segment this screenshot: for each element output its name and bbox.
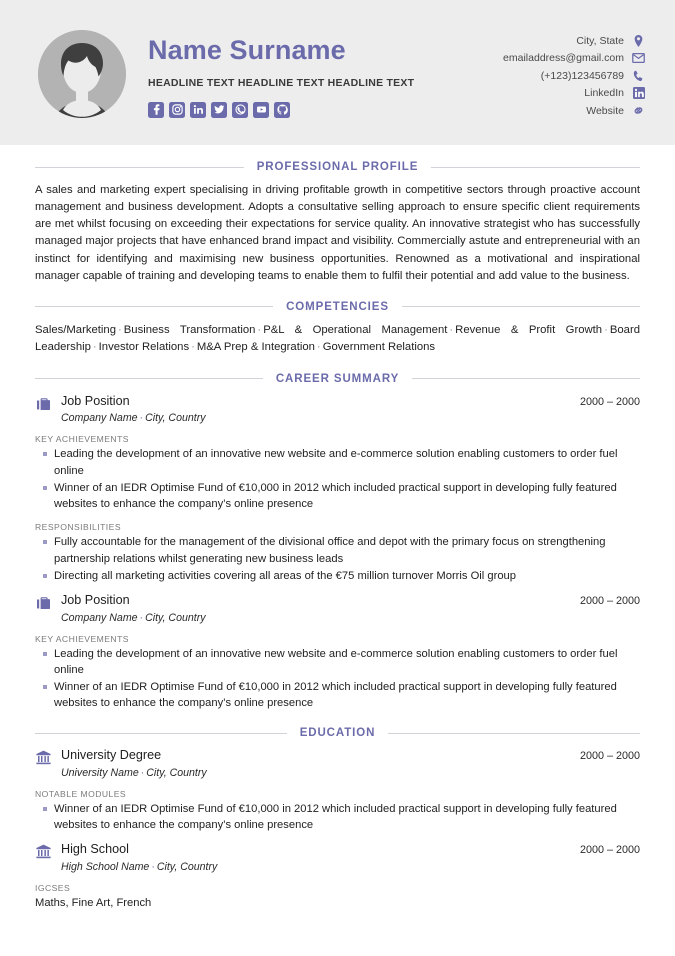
resume-entry [35,394,640,584]
entry-location: City, Country [146,766,207,779]
entry-bullet-list [35,801,640,833]
entry-location: City, Country [145,611,206,624]
entry-title: High School [61,842,129,857]
entry-separator: · [140,766,145,779]
entry-main [61,842,580,872]
competency-separator: · [257,323,262,336]
location-pin-icon [632,34,645,47]
section-title-education: EDUCATION [299,727,376,740]
header [0,0,675,145]
list-item: Leading the development of an innovative new website and e-commerce solution enabling customers to order fuel online [35,446,640,478]
contact-row-linkedin[interactable] [584,87,645,100]
competencies-list [35,322,640,357]
resume-entry [35,593,640,711]
contact-row-email[interactable] [503,52,645,65]
link-icon [632,104,645,117]
entry-bullet-list [35,534,640,584]
contact-details [503,24,645,117]
person-avatar-icon [38,30,126,118]
divider-right [388,733,640,734]
entry-group-label: IGCSES [35,882,71,893]
competency-separator: · [316,341,321,354]
entry-group-label: NOTABLE MODULES [35,788,127,799]
university-icon [35,749,52,766]
entry-bullet-list [35,446,640,512]
resume-body [0,161,675,911]
list-item: Winner of an IEDR Optimise Fund of €10,000 in 2012 which included practical support in developing fully featured websites to enhance the company’s online presence [35,480,640,512]
instagram-icon[interactable] [169,102,185,118]
linkedin-icon [632,87,645,100]
linkedin-icon[interactable] [190,102,206,118]
contact-phone-text: (+123)123456789 [540,69,624,82]
divider-left [35,167,244,168]
briefcase-icon [35,594,52,611]
twitter-icon[interactable] [211,102,227,118]
education-entries [35,748,640,911]
divider-left [35,306,273,307]
section-header-profile [35,161,640,173]
entry-title: Job Position [61,393,130,408]
entry-subtitle [61,767,580,779]
entry-header [35,394,640,424]
university-icon [35,843,52,860]
entry-organisation: University Name [61,766,139,779]
entry-title: University Degree [61,748,162,763]
section-header-education [35,727,640,739]
divider-right [402,306,640,307]
resume-entry [35,842,640,911]
competency-item: M&A Prep & Integration [196,341,315,354]
entry-subtitle [61,861,580,873]
competency-item: Investor Relations [98,341,190,354]
divider-right [431,167,640,168]
competency-separator: · [604,323,608,336]
profile-paragraph: A sales and marketing expert specialising in driving profitable growth in competitive sectors through proactive account management and business development. Adopts a consultative selling approach to ensure specific client requirements are met whilst focusing on exceeding their expectations for service quality. An innovative strategist who has successfully managed major projects that have enhanced brand impact and visibility. Commercially astute and entrepreneurial with an instinct for identifying and maximising new business opportunities. Renowned as a motivational and inspirational manager capable of training and developing teams to enable them to fulfil their potential and add value to the business. [35,184,640,282]
contact-row-location[interactable] [576,34,645,47]
entry-group-label: KEY ACHIEVEMENTS [35,434,129,445]
phone-icon [632,69,645,82]
contact-row-phone[interactable] [541,69,645,82]
competency-item: Government Relations [322,341,436,354]
avatar [38,30,126,118]
competency-separator: · [118,323,122,336]
section-header-competencies [35,301,640,313]
headline-text: HEADLINE TEXT HEADLINE TEXT HEADLINE TEXT [148,76,415,89]
list-item: Winner of an IEDR Optimise Fund of €10,000 in 2012 which included practical support in developing fully featured websites to enhance the company’s online presence [35,679,640,711]
youtube-icon[interactable] [253,102,269,118]
entry-date: 2000 – 2000 [579,395,640,408]
section-title-profile: PROFESSIONAL PROFILE [256,161,419,173]
divider-left [35,378,263,379]
competency-item: Revenue & Profit Growth [455,323,603,336]
entry-date: 2000 – 2000 [579,844,640,857]
contact-website-text: Website [586,104,624,117]
entry-main [61,748,580,778]
entry-header [35,593,640,623]
entry-subtitle [61,412,580,424]
divider-left [35,733,287,734]
career-entries [35,394,640,712]
entry-location: City, Country [145,412,206,425]
list-item: Winner of an IEDR Optimise Fund of €10,000 in 2012 which included practical support in developing fully featured websites to enhance the company’s online presence [35,801,640,833]
contact-linkedin-text: LinkedIn [584,87,624,99]
divider-right [412,378,640,379]
entry-separator: · [139,412,144,425]
entry-date: 2000 – 2000 [579,595,640,608]
resume-entry [35,748,640,833]
facebook-icon[interactable] [148,102,164,118]
entry-organisation: Company Name [61,412,138,425]
entry-group-label: RESPONSIBILITIES [35,522,121,533]
competency-separator: · [449,323,454,336]
entry-organisation: High School Name [61,860,150,873]
section-title-career: CAREER SUMMARY [275,372,400,385]
list-item: Directing all marketing activities covering all areas of the €75 million turnover Morris Oil group [35,568,640,584]
entry-header [35,842,640,872]
entry-main [61,394,580,424]
entry-group-label: KEY ACHIEVEMENTS [35,633,129,644]
entry-title: Job Position [61,593,130,608]
entry-subtitle [61,612,580,624]
section-title-competencies: COMPETENCIES [286,300,389,313]
section-header-career [35,373,640,385]
envelope-icon [632,52,645,65]
page-title: Name Surname [148,35,346,65]
entry-bullet-list [35,646,640,712]
entry-separator: · [139,611,144,624]
list-item: Fully accountable for the management of the divisional office and depot with the primary focus on strengthening partnership relations whilst generating new business leads [35,534,640,566]
competency-separator: · [191,341,195,354]
social-links [148,102,503,118]
entry-plain-text: Maths, Fine Art, French [35,896,152,909]
entry-header [35,748,640,778]
github-icon[interactable] [274,102,290,118]
competency-item: Business Transformation [123,323,256,336]
list-item: Leading the development of an innovative new website and e-commerce solution enabling customers to order fuel online [35,646,640,678]
entry-separator: · [151,860,155,873]
identity-block [148,24,503,118]
whatsapp-icon[interactable] [232,102,248,118]
entry-organisation: Company Name [61,611,138,624]
competency-item: Board Leadership [35,323,640,354]
entry-date: 2000 – 2000 [579,750,640,763]
entry-location: City, Country [156,860,218,873]
competency-item: P&L & Operational Management [263,323,448,336]
contact-row-website[interactable] [586,104,645,117]
briefcase-icon [35,395,52,412]
contact-email-text: emailaddress@gmail.com [503,52,624,64]
entry-main [61,593,580,623]
competency-item: Sales/Marketing [35,323,116,336]
competency-separator: · [92,341,97,354]
contact-location-text: City, State [576,34,624,47]
